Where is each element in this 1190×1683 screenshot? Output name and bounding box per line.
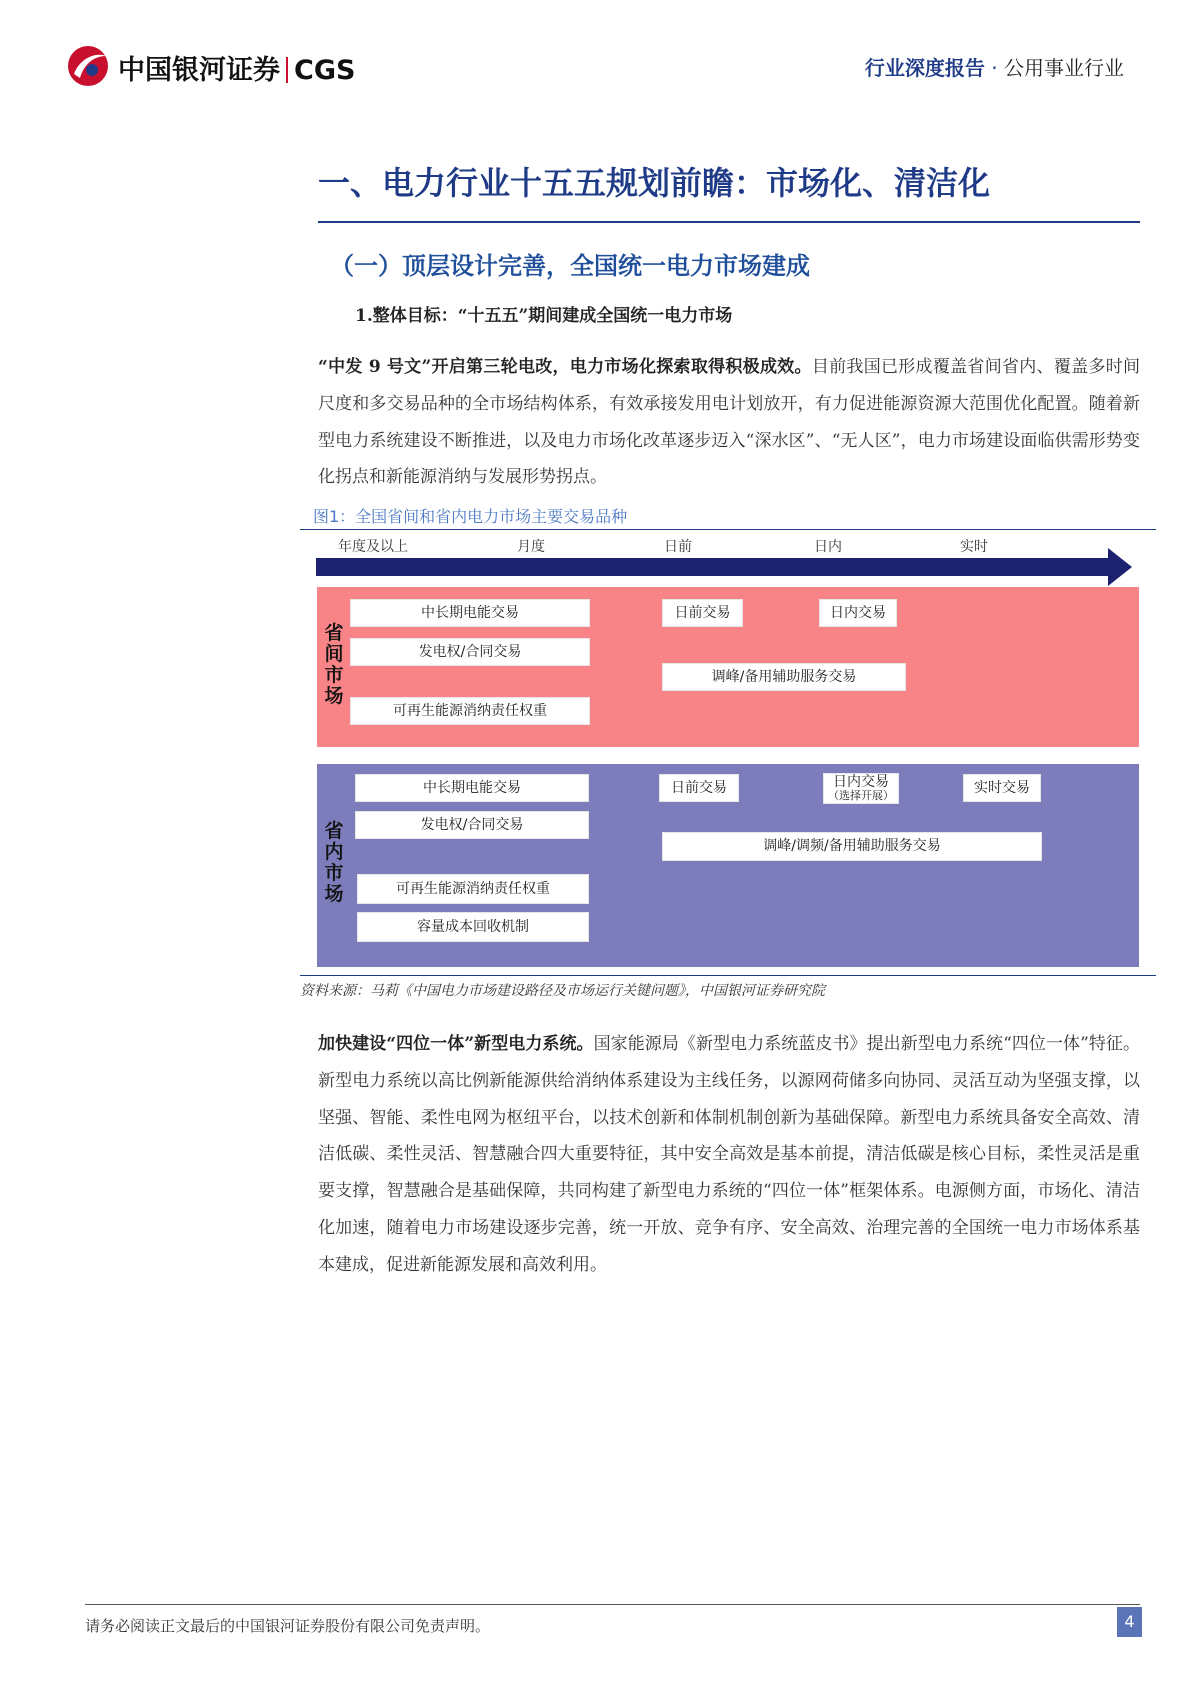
box-intraday: 日内交易 xyxy=(819,599,897,627)
subsection-title: （一）顶层设计完善，全国统一电力市场建成 xyxy=(330,252,810,280)
timeline-arrow xyxy=(316,558,1111,576)
timeline-label: 实时 xyxy=(960,539,988,555)
figure-bottom-rule xyxy=(300,975,1156,976)
paragraph-lead: 加快建设“四位一体”新型电力系统。 xyxy=(318,1034,594,1054)
box-gen-rights: 发电权/合同交易 xyxy=(355,811,589,839)
box-mlt-trading: 中长期电能交易 xyxy=(355,774,589,802)
inter-provincial-market-panel xyxy=(317,587,1139,747)
industry-name: 公用事业行业 xyxy=(1004,56,1124,80)
paragraph-new-power-system xyxy=(318,1026,1140,1284)
galaxy-logo-icon xyxy=(66,44,110,88)
page-number: 4 xyxy=(1117,1607,1142,1637)
timeline-label: 年度及以上 xyxy=(338,539,408,555)
timeline-label: 日内 xyxy=(814,539,842,555)
paragraph-lead: “中发 9 号文”开启第三轮电改，电力市场化探索取得积极成效。 xyxy=(318,357,812,377)
box-ancillary-services: 调峰/调频/备用辅助服务交易 xyxy=(662,832,1042,861)
brand-separator xyxy=(286,57,288,83)
market-structure-diagram xyxy=(300,530,1156,974)
header-dot: · xyxy=(991,56,998,80)
intraday-label: 日内交易 xyxy=(833,774,889,790)
box-renewable-quota: 可再生能源消纳责任权重 xyxy=(357,874,589,904)
intra-provincial-market-panel xyxy=(317,764,1139,967)
paragraph-body: 国家能源局《新型电力系统蓝皮书》提出新型电力系统“四位一体”特征。新型电力系统以高比例新能源供给消纳体系建设为主线任务，以源网荷储多向协同、灵活互动为坚强支撑，以坚强、智能、柔性电网为枢纽平台，以技术创新和体制机制创新为基础保障。新型电力系统具备安全高效、清洁低碳、柔性灵活、智慧融合四大重要特征，其中安全高效是基本前提，清洁低碳是核心目标，柔性灵活是重要支撑，智慧融合是基础保障，共同构建了新型电力系统的“四位一体”框架体系。电源侧方面，市场化、清洁化加速，随着电力市场建设逐步完善，统一开放、竞争有序、安全高效、治理完善的全国统一电力市场体系基本建成，促进新能源发展和高效利用。 xyxy=(318,1034,1140,1275)
footer-divider xyxy=(85,1604,1140,1605)
figure-source: 资料来源：马莉《中国电力市场建设路径及市场运行关键问题》，中国银河证券研究院 xyxy=(300,983,825,999)
company-logo xyxy=(66,44,366,88)
title-divider xyxy=(318,221,1140,223)
box-day-ahead: 日前交易 xyxy=(659,774,739,802)
timeline-label: 日前 xyxy=(664,539,692,555)
box-day-ahead: 日前交易 xyxy=(662,599,743,627)
intra-provincial-label: 省内市场 xyxy=(324,820,344,905)
box-renewable-quota: 可再生能源消纳责任权重 xyxy=(350,697,590,725)
inter-provincial-label: 省间市场 xyxy=(324,622,344,707)
box-intraday-optional xyxy=(823,773,899,804)
timeline-label: 月度 xyxy=(517,539,545,555)
brand-cn: 中国银河证券 xyxy=(118,55,280,86)
paragraph-body: 目前我国已形成覆盖省间省内、覆盖多时间尺度和多交易品种的全市场结构体系，有效承接发用电计划放开，有力促进能源资源大范围优化配置。随着新型电力系统建设不断推进，以及电力市场化改革逐步迈入“深水区”、“无人区”，电力市场建设面临供需形势变化拐点和新能源消纳与发展形势拐点。 xyxy=(318,357,1140,488)
report-category xyxy=(865,52,1124,81)
topic-title: 1.整体目标：“十五五”期间建成全国统一电力市场 xyxy=(355,306,733,326)
arrow-head-icon xyxy=(1108,548,1132,586)
box-mlt-trading: 中长期电能交易 xyxy=(350,599,590,627)
section-title: 一、电力行业十五五规划前瞻：市场化、清洁化 xyxy=(318,164,991,202)
intraday-optional-note: （选择开展） xyxy=(828,789,894,802)
box-capacity-cost: 容量成本回收机制 xyxy=(357,912,589,942)
footer-disclaimer: 请务必阅读正文最后的中国银河证券股份有限公司免责声明。 xyxy=(85,1617,491,1635)
box-realtime: 实时交易 xyxy=(963,774,1041,802)
box-ancillary-services: 调峰/备用辅助服务交易 xyxy=(662,663,906,691)
paragraph-market-reform xyxy=(318,349,1140,496)
report-type: 行业深度报告 xyxy=(864,56,985,80)
brand-en: CGS xyxy=(294,55,356,86)
box-gen-rights: 发电权/合同交易 xyxy=(350,638,590,666)
figure-caption: 图1：全国省间和省内电力市场主要交易品种 xyxy=(313,507,628,526)
